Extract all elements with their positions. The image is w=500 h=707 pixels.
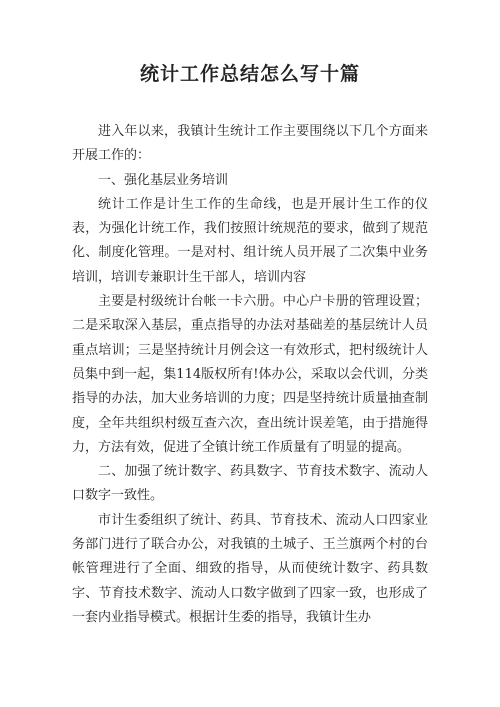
document-body — [72, 120, 428, 630]
section-heading-1: 一、强化基层业务培训 — [98, 172, 229, 188]
section-heading-2: 二、加强了统计数字、药具数字、节育技术数字、流动人口数字一致性。 — [72, 464, 428, 504]
paragraph-section-1-b: 主要是村级统计台帐一卡六册。中心户卡册的管理设置；二是采取深入基层，重点指导的办法对基础差的基层统计人员重点培训；三是坚持统计月例会这一有效形式，把村级统计人员集中到一起，集114版权所有!体办公，采取以会代训，分类指导的办法，加大业务培训的力度；四是坚持统计质量抽查制度，全年共组织村级互查六次，查出统计误差笔，由于措施得力，方法有效，促进了全镇计统工作质量有了明显的提高。 — [72, 294, 428, 455]
document-title: 统计工作总结怎么写十篇 — [139, 63, 360, 85]
paragraph-intro: 进入年以来，我镇计生统计工作主要围绕以下几个方面来开展工作的： — [72, 124, 428, 164]
paragraph-section-1-a: 统计工作是计生工作的生命线，也是开展计生工作的仪表，为强化计统工作，我们按照计统规范的要求，做到了规范化、制度化管理。一是对村、组计统人员开展了二次集中业务培训，培训专兼职计生干部人，培训内容 — [72, 196, 428, 285]
paragraph-section-2-a: 市计生委组织了统计、药具、节育技术、流动人口四家业务部门进行了联合办公，对我镇的土城子、王兰旗两个村的台帐管理进行了全面、细致的指导，从而使统计数字、药具数字、节育技术数字、流动人口数字做到了四家一致，也形成了一套内业指导模式。根据计生委的指导，我镇计生办 — [72, 512, 428, 625]
